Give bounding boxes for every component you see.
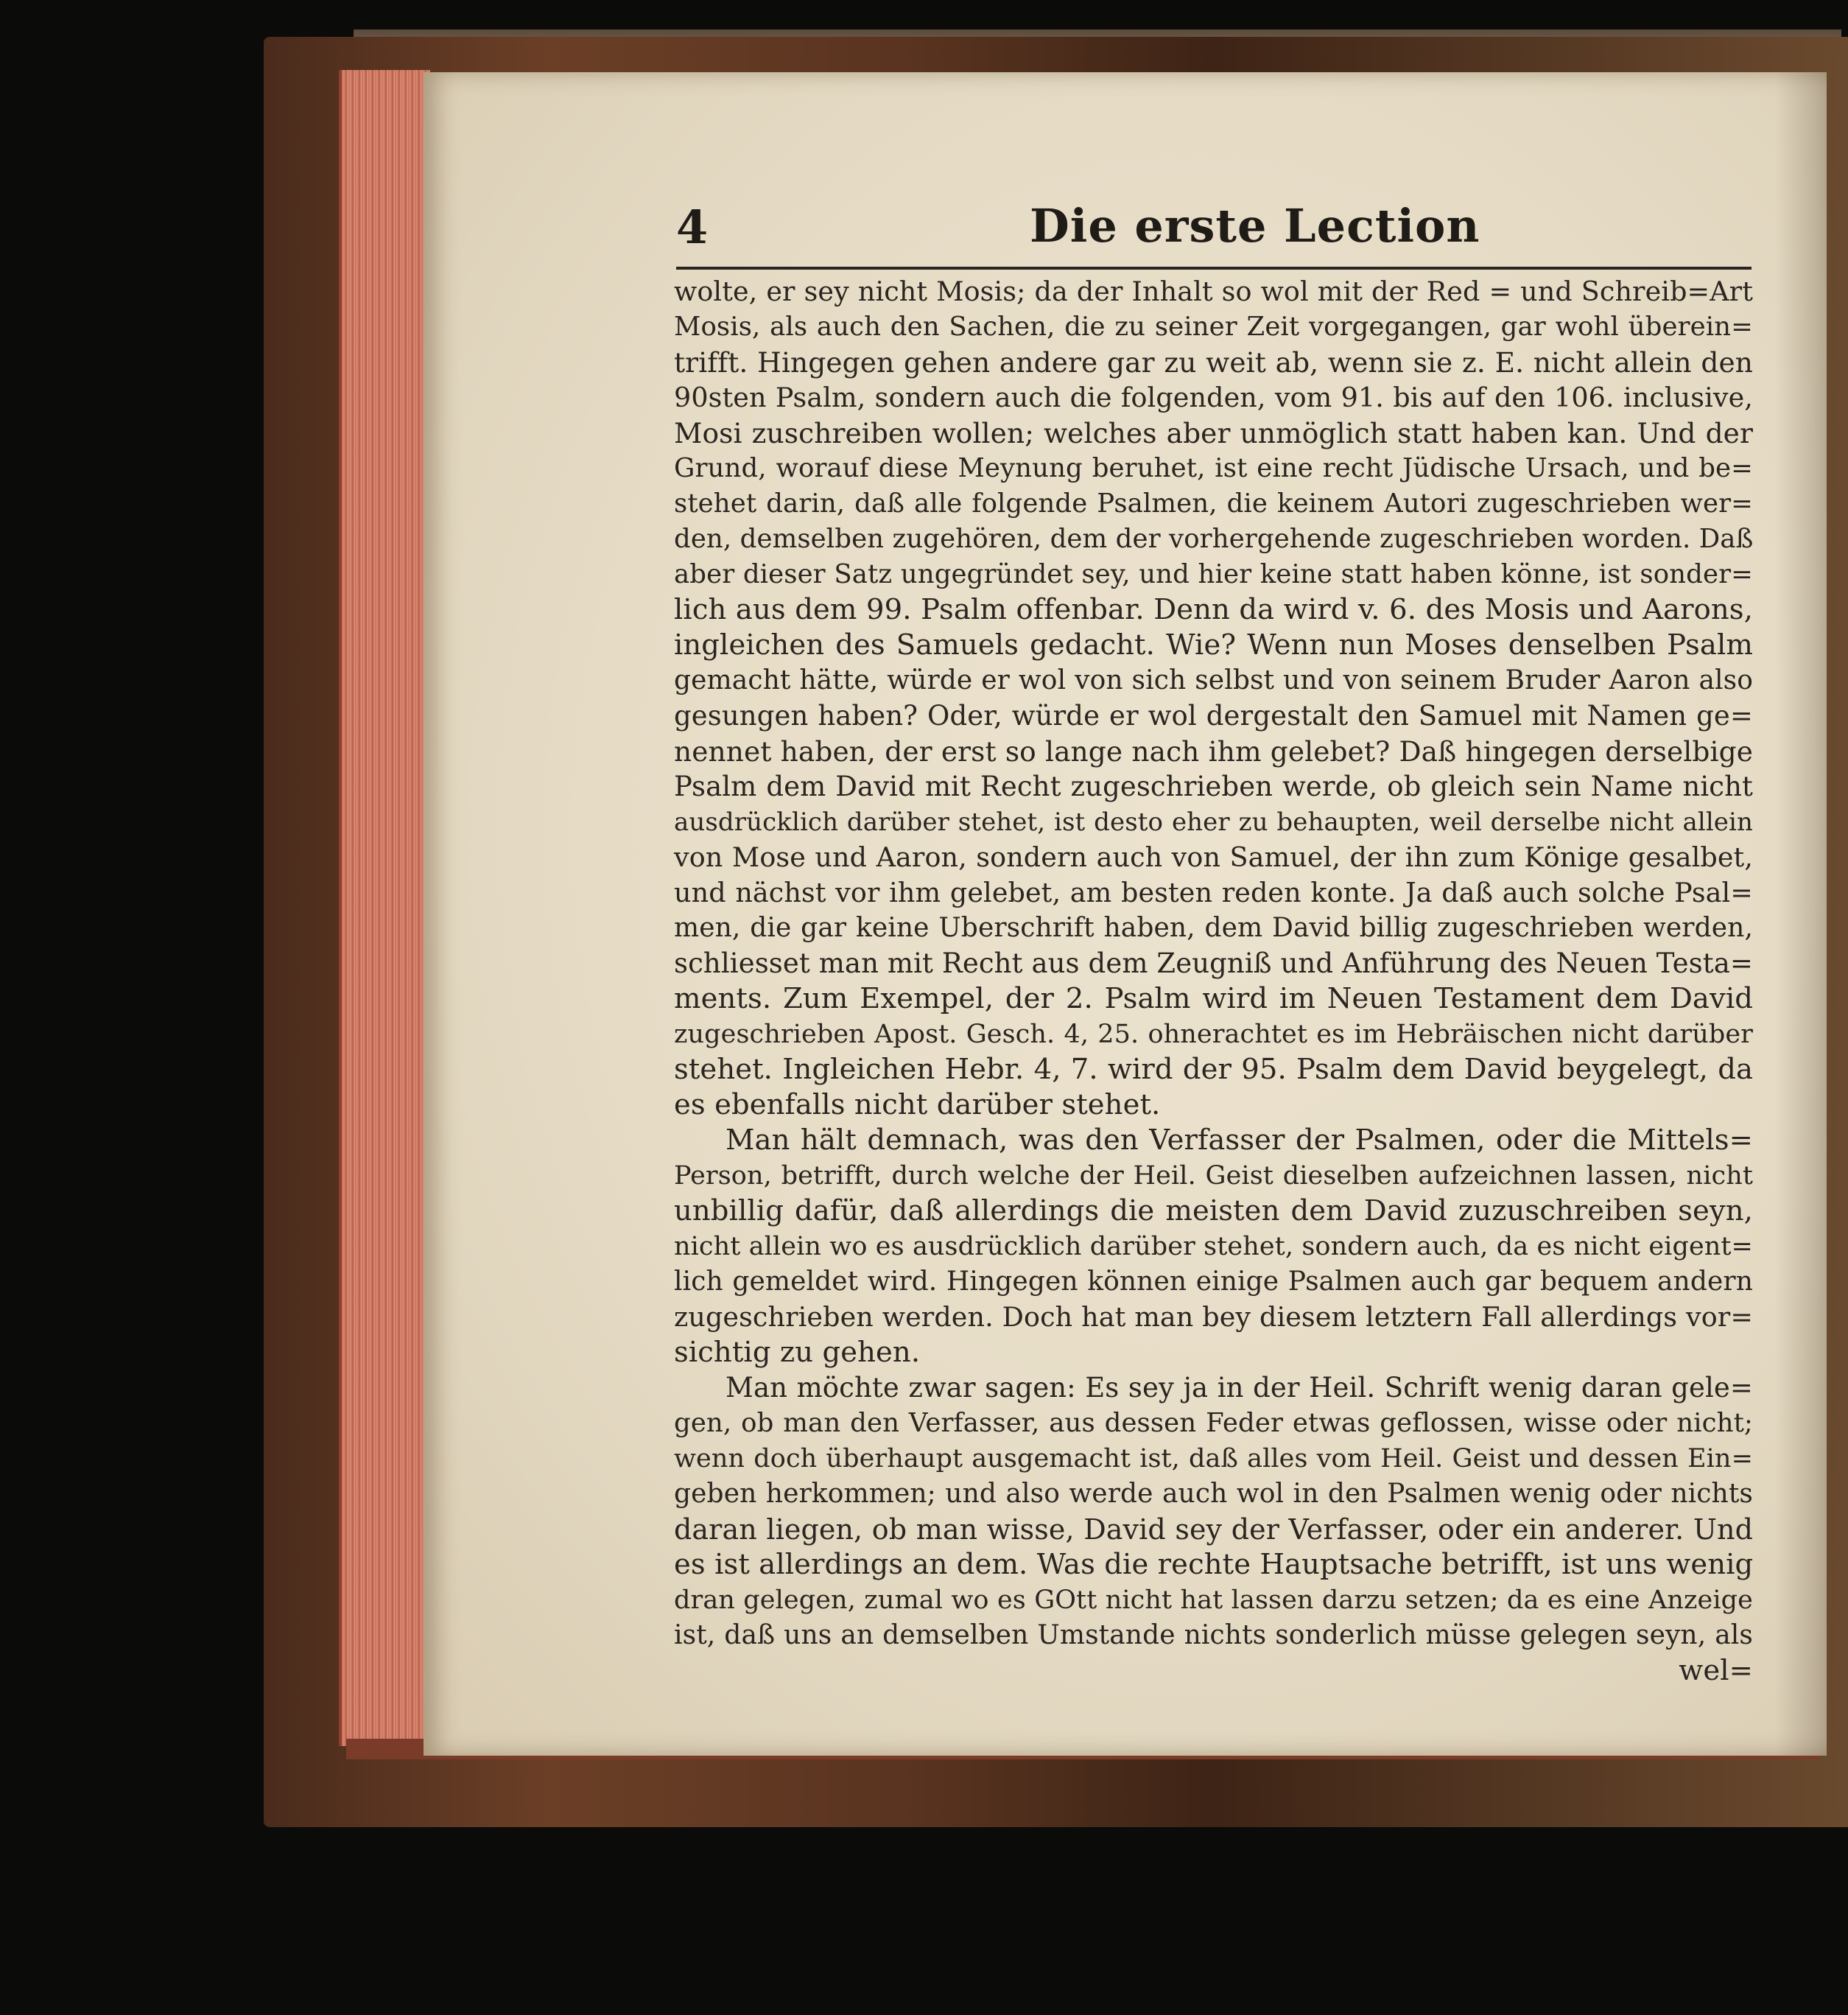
running-title: Die erste Lection (1030, 199, 1480, 253)
text-line: trifft. Hingegen gehen andere gar zu weit ab, wenn sie z. E. nicht allein den (674, 346, 1753, 379)
text-line: lich aus dem 99. Psalm offenbar. Denn da wird v. 6. des Mosis und Aarons, (674, 593, 1753, 626)
text-line: von Mose und Aaron, sondern auch von Samuel, der ihn zum Könige gesalbet, (674, 841, 1753, 873)
text-line: Man hält demnach, was den Verfasser der Psalmen, oder die Mittels= (726, 1124, 1753, 1157)
text-line: wolte, er sey nicht Mosis; da der Inhalt so wol mit der Red = und Schreib=Art (674, 276, 1753, 307)
page-header (676, 193, 1752, 270)
text-line: Mosi zuschreiben wollen; welches aber unmöglich statt haben kan. Und der (674, 417, 1753, 449)
page-body (674, 274, 1753, 1689)
text-line: ments. Zum Exempel, der 2. Psalm wird im Neuen Testament dem David (674, 982, 1753, 1015)
text-line: gemacht hätte, würde er wol von sich selbst und von seinem Bruder Aaron also (674, 665, 1753, 695)
text-line: zugeschrieben Apost. Gesch. 4, 25. ohnerachtet es im Hebräischen nicht darüber (674, 1020, 1753, 1049)
text-line: schliesset man mit Recht aus dem Zeugniß und Anführung des Neuen Testa= (674, 947, 1753, 979)
text-line: nicht allein wo es ausdrücklich darüber stehet, sondern auch, da es nicht eigent= (674, 1232, 1753, 1261)
text-line: es ebenfalls nicht darüber stehet. (674, 1088, 1161, 1121)
text-line: wenn doch überhaupt ausgemacht ist, daß alles vom Heil. Geist und dessen Ein= (674, 1444, 1753, 1473)
text-line: ausdrücklich darüber stehet, ist desto eher zu behaupten, weil derselbe nicht allein (674, 807, 1753, 837)
text-line: ingleichen des Samuels gedacht. Wie? Wenn nun Moses denselben Psalm (674, 628, 1753, 662)
text-line: Person, betrifft, durch welche der Heil. Geist dieselben aufzeichnen lassen, nicht (674, 1161, 1753, 1191)
text-line: ist, daß uns an demselben Umstande nichts sonderlich müsse gelegen seyn, als (674, 1620, 1753, 1650)
text-line: dran gelegen, zumal wo es GOtt nicht hat lassen darzu setzen; da es eine Anzeige (674, 1585, 1753, 1615)
page-number: 4 (676, 200, 709, 254)
catchword: wel= (1679, 1654, 1753, 1687)
text-line: geben herkommen; und also werde auch wol in den Psalmen wenig oder nichts (674, 1479, 1753, 1509)
text-line: nennet haben, der erst so lange nach ihm gelebet? Daß hingegen derselbige (674, 735, 1753, 768)
text-line: stehet darin, daß alle folgende Psalmen, die keinem Autori zugeschrieben wer= (674, 488, 1753, 519)
text-line: den, demselben zugehören, dem der vorhergehende zugeschrieben worden. Daß (674, 524, 1754, 554)
text-line: Man möchte zwar sagen: Es sey ja in der Heil. Schrift wenig daran gele= (726, 1372, 1753, 1404)
text-line: unbillig dafür, daß allerdings die meisten dem David zuzuschreiben seyn, (674, 1194, 1753, 1227)
text-line: Grund, worauf diese Meynung beruhet, ist eine recht Jüdische Ursach, und be= (674, 453, 1753, 483)
text-line: aber dieser Satz ungegründet sey, und hier keine statt haben könne, ist sonder= (674, 559, 1753, 589)
text-line: 90sten Psalm, sondern auch die folgenden, vom 91. bis auf den 106. inclusive, (674, 382, 1753, 413)
text-line: gesungen haben? Oder, würde er wol dergestalt den Samuel mit Namen ge= (674, 700, 1753, 732)
text-line: zugeschrieben werden. Doch hat man bey diesem letztern Fall allerdings vor= (674, 1301, 1753, 1333)
text-line: gen, ob man den Verfasser, aus dessen Feder etwas geflossen, wisse oder nicht; (674, 1408, 1753, 1438)
text-line: lich gemeldet wird. Hingegen können einige Psalmen auch gar bequem andern (674, 1266, 1753, 1297)
text-line: und nächst vor ihm gelebet, am besten reden konte. Ja daß auch solche Psal= (674, 877, 1753, 908)
text-line: men, die gar keine Uberschrift haben, dem David billig zugeschrieben werden, (674, 913, 1753, 943)
text-line: stehet. Ingleichen Hebr. 4, 7. wird der 95. Psalm dem David beygelegt, da (674, 1053, 1753, 1086)
page-edges (339, 70, 430, 1746)
text-line: daran liegen, ob man wisse, David sey der Verfasser, oder ein anderer. Und (674, 1513, 1753, 1546)
text-line: sichtig zu gehen. (674, 1336, 921, 1369)
text-line: Psalm dem David mit Recht zugeschrieben werde, ob gleich sein Name nicht (674, 771, 1753, 802)
text-line: Mosis, als auch den Sachen, die zu seiner Zeit vorgegangen, gar wohl überein= (674, 312, 1753, 342)
text-line: es ist allerdings an dem. Was die rechte Hauptsache betrifft, ist uns wenig (674, 1548, 1754, 1581)
